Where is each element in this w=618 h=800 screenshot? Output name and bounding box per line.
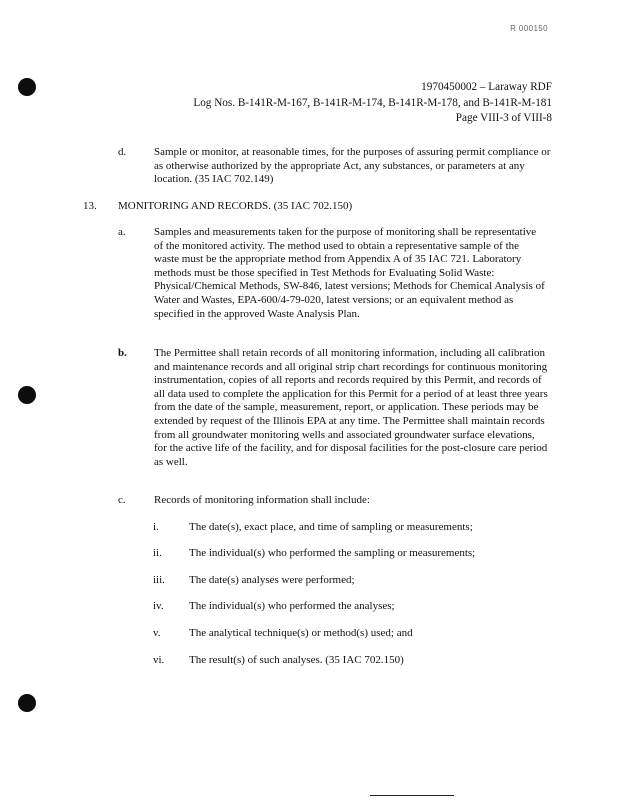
paragraph-label: b. xyxy=(118,347,127,359)
list-item-text: The result(s) of such analyses. (35 IAC 702.150) xyxy=(189,654,404,666)
list-item-number: v. xyxy=(153,627,161,639)
paragraph-text: The Permittee shall retain records of all monitoring information, including all calibration and maintenance records and all original strip chart recordings for continuous monitoring instrumentation, copies of all reports and records required by this Permit, and records of all data used to complete the application for this Permit for a period of at least three years from the date of the sample, measurement, report, or application. These periods may be extended by request of the Illinois EPA at any time. The Permittee shall maintain records from all groundwater monitoring wells and associated groundwater surface elevations, for the active life of the facility, and for disposal facilities for the post-closure care period as well. xyxy=(154,347,548,468)
paragraph-text: Records of monitoring information shall include: xyxy=(154,494,370,506)
list-item-number: ii. xyxy=(153,547,162,559)
page-header xyxy=(193,80,552,127)
section-title: MONITORING AND RECORDS. (35 IAC 702.150) xyxy=(118,200,353,212)
list-item-text: The date(s) analyses were performed; xyxy=(189,574,355,586)
footer-rule xyxy=(370,795,454,796)
header-facility-id: 1970450002 – Laraway RDF xyxy=(421,81,552,93)
list-item-text: The date(s), exact place, and time of sampling or measurements; xyxy=(189,521,473,533)
punch-hole xyxy=(18,386,36,404)
punch-hole xyxy=(18,694,36,712)
list-item-text: The individual(s) who performed the analyses; xyxy=(189,600,395,612)
list-item-number: iii. xyxy=(153,574,165,586)
list-item-text: The analytical technique(s) or method(s) used; and xyxy=(189,627,413,639)
header-log-numbers: Log Nos. B-141R-M-167, B-141R-M-174, B-141R-M-178, and B-141R-M-181 xyxy=(193,96,552,109)
list-item-text: The individual(s) who performed the sampling or measurements; xyxy=(189,547,476,559)
list-item-number: vi. xyxy=(153,654,165,666)
paragraph-label: a. xyxy=(118,226,126,238)
paragraph-label: c. xyxy=(118,494,126,506)
list-item-number: iv. xyxy=(153,600,164,612)
header-page-number: Page VIII-3 of VIII-8 xyxy=(455,112,552,124)
paragraph-text: Sample or monitor, at reasonable times, for the purposes of assuring permit compliance or as otherwise authorized by the appropriate Act, any substances, or parameters at any location. (35 IAC 702.149) xyxy=(154,146,551,186)
paragraph-text: Samples and measurements taken for the purpose of monitoring shall be representative of the monitored activity. The method used to obtain a representative sample of the waste must be the appropriate method from Appendix A of 35 IAC 721. Laboratory methods must be those specified in Test Methods for Evaluating Solid Waste: Physical/Chemical Methods, SW-846, latest versions; Methods for Chemical Analysis of Water and Wastes, EPA-600/4-79-020, latest versions; or an equivalent method as specified in the approved Waste Analysis Plan. xyxy=(154,226,545,320)
section-number: 13. xyxy=(83,200,97,212)
bates-stamp: R 000150 xyxy=(510,24,548,33)
paragraph-label: d. xyxy=(118,146,127,158)
list-item-number: i. xyxy=(153,521,159,533)
punch-hole xyxy=(18,78,36,96)
